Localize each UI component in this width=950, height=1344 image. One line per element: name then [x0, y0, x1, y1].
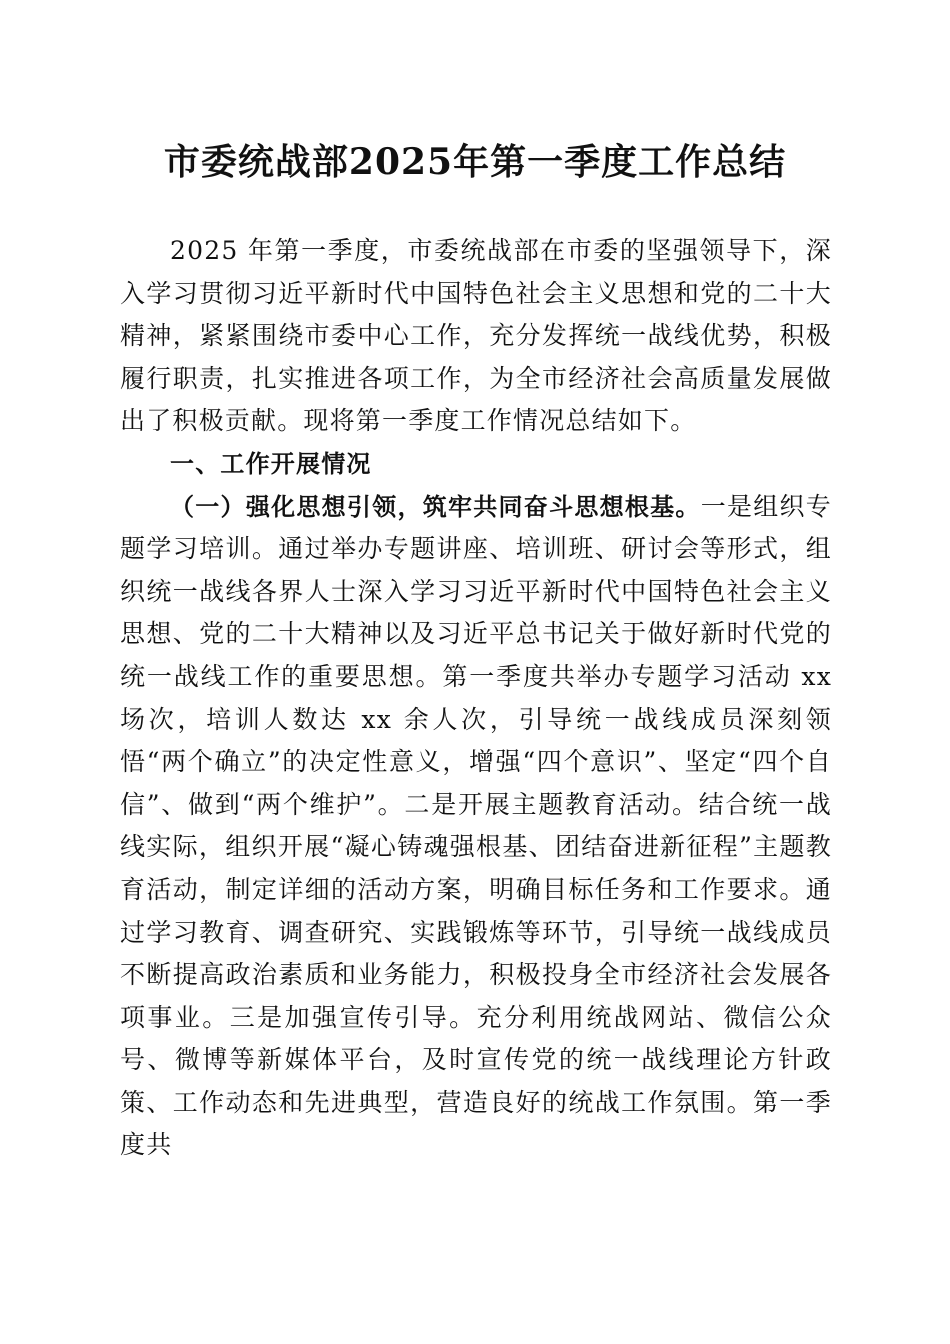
subsection-heading-ideological-guidance: （一）强化思想引领，筑牢共同奋斗思想根基。 [170, 492, 701, 521]
document-body [120, 230, 832, 1167]
intro-paragraph: 2025 年第一季度，市委统战部在市委的坚强领导下，深入学习贯彻习近平新时代中国特色社会主义思想和党的二十大精神，紧紧围绕市委中心工作，充分发挥统一战线优势，积极履行职责，扎实推进各项工作，为全市经济社会高质量发展做出了积极贡献。现将第一季度工作情况总结如下。 [120, 236, 832, 436]
section-heading-work-progress: 一、工作开展情况 [170, 449, 372, 478]
subsection-paragraph-ideological-guidance [120, 486, 832, 1168]
document-title: 市委统战部2025年第一季度工作总结 [163, 141, 787, 183]
subsection-body-text: 一是组织专题学习培训。通过举办专题讲座、培训班、研讨会等形式，组织统一战线各界人士深入学习习近平新时代中国特色社会主义思想、党的二十大精神以及习近平总书记关于做好新时代党的统一战线工作的重要思想。第一季度共举办专题学习活动 xx 场次，培训人数达 xx 余人次，引导统一战线成员深刻领悟“两个确立”的决定性意义，增强“四个意识”、坚定“四个自信”、做到“两个维护”。二是开展主题教育活动。结合统一战线实际，组织开展“凝心铸魂强根基、团结奋进新征程”主题教育活动，制定详细的活动方案，明确目标任务和工作要求。通过学习教育、调查研究、实践锻炼等环节，引导统一战线成员不断提高政治素质和业务能力，积极投身全市经济社会发展各项事业。三是加强宣传引导。充分利用统战网站、微信公众号、微博等新媒体平台，及时宣传党的统一战线理论方针政策、工作动态和先进典型，营造良好的统战工作氛围。第一季度共 [120, 491, 832, 1160]
